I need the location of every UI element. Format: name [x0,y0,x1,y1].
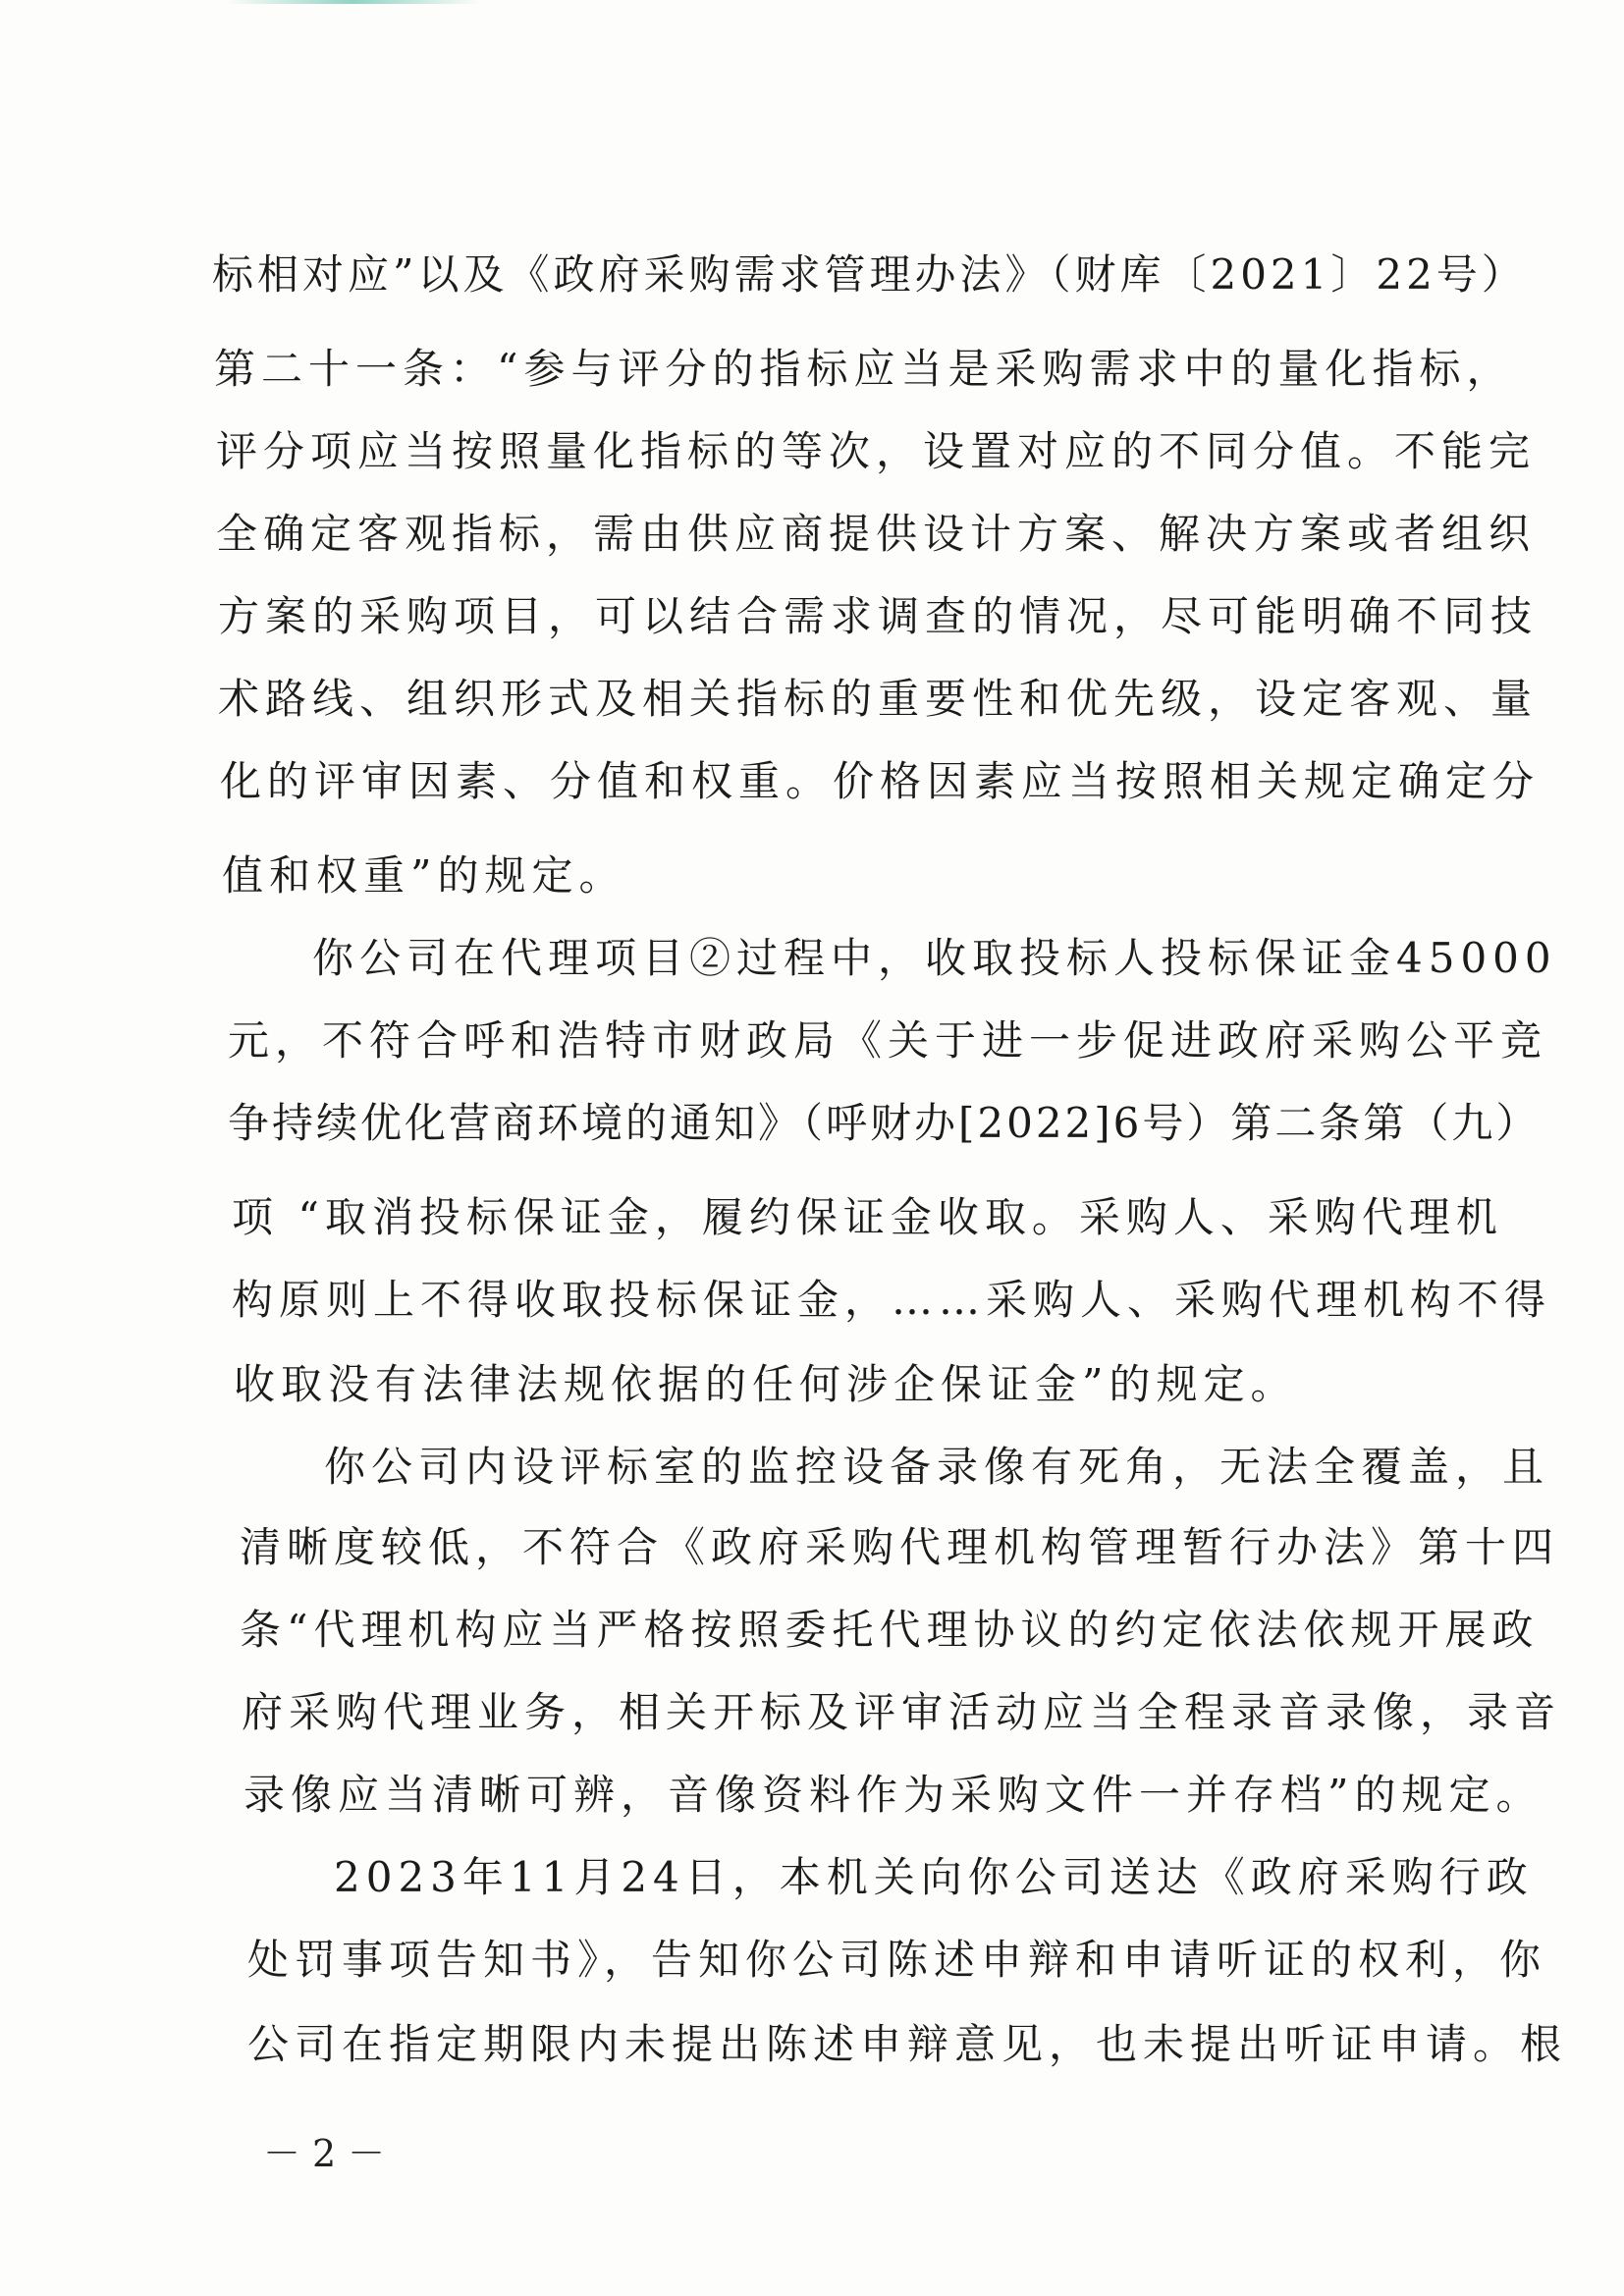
text-line-18: 府采购代理业务，相关开标及评审活动应当全程录音录像，录音 [242,1688,1562,1736]
text-line-9: 你公司在代理项目②过程中，收取投标人投标保证金45000 [312,934,1557,982]
text-line-7: 化的评审因素、分值和权重。价格因素应当按照相关规定确定分 [220,757,1541,805]
text-line-22: 公司在指定期限内未提出陈述申辩意见，也未提出听证申请。根 [247,2020,1568,2068]
text-line-12: 项 “取消投标保证金，履约保证金收取。采购人、采购代理机 [232,1193,1503,1241]
text-line-14: 收取没有法律法规依据的任何涉企保证金”的规定。 [234,1360,1298,1408]
text-line-16: 清晰度较低，不符合《政府采购代理机构管理暂行办法》第十四 [240,1523,1560,1571]
text-line-6: 术路线、组织形式及相关指标的重要性和优先级，设定客观、量 [218,675,1539,723]
text-line-13: 构原则上不得收取投标保证金，……采购人、采购代理机构不得 [232,1276,1552,1324]
text-line-11: 争持续优化营商环境的通知》（呼财办[2022]6号）第二条第（九） [228,1099,1541,1147]
text-line-3: 评分项应当按照量化指标的等次，设置对应的不同分值。不能完 [216,427,1537,475]
text-line-21: 处罚事项告知书》，告知你公司陈述申辩和申请听证的权利，你 [247,1936,1547,1984]
text-line-15: 你公司内设评标室的监控设备录像有死角，无法全覆盖，且 [324,1443,1550,1491]
text-line-2: 第二十一条：“参与评分的指标应当是采购需求中的量化指标， [214,345,1514,393]
text-line-5: 方案的采购项目，可以结合需求调查的情况，尽可能明确不同技 [218,592,1539,640]
text-line-19: 录像应当清晰可辨，音像资料作为采购文件一并存档”的规定。 [244,1771,1543,1819]
text-line-10: 元，不符合呼和浩特市财政局《关于进一步促进政府采购公平竞 [228,1016,1548,1065]
text-line-20: 2023年11月24日，本机关向你公司送达《政府采购行政 [334,1853,1534,1901]
text-line-4: 全确定客观指标，需由供应商提供设计方案、解决方案或者组织 [216,510,1537,558]
text-line-1: 标相对应”以及《政府采购需求管理办法》（财库〔2021〕22号） [212,250,1527,299]
page-number: －2－ [263,2132,398,2175]
text-line-17: 条“代理机构应当严格按照委托代理协议的约定依法依规开展政 [240,1606,1540,1654]
text-line-8: 值和权重”的规定。 [222,851,626,900]
scan-edge-mark [226,0,481,4]
